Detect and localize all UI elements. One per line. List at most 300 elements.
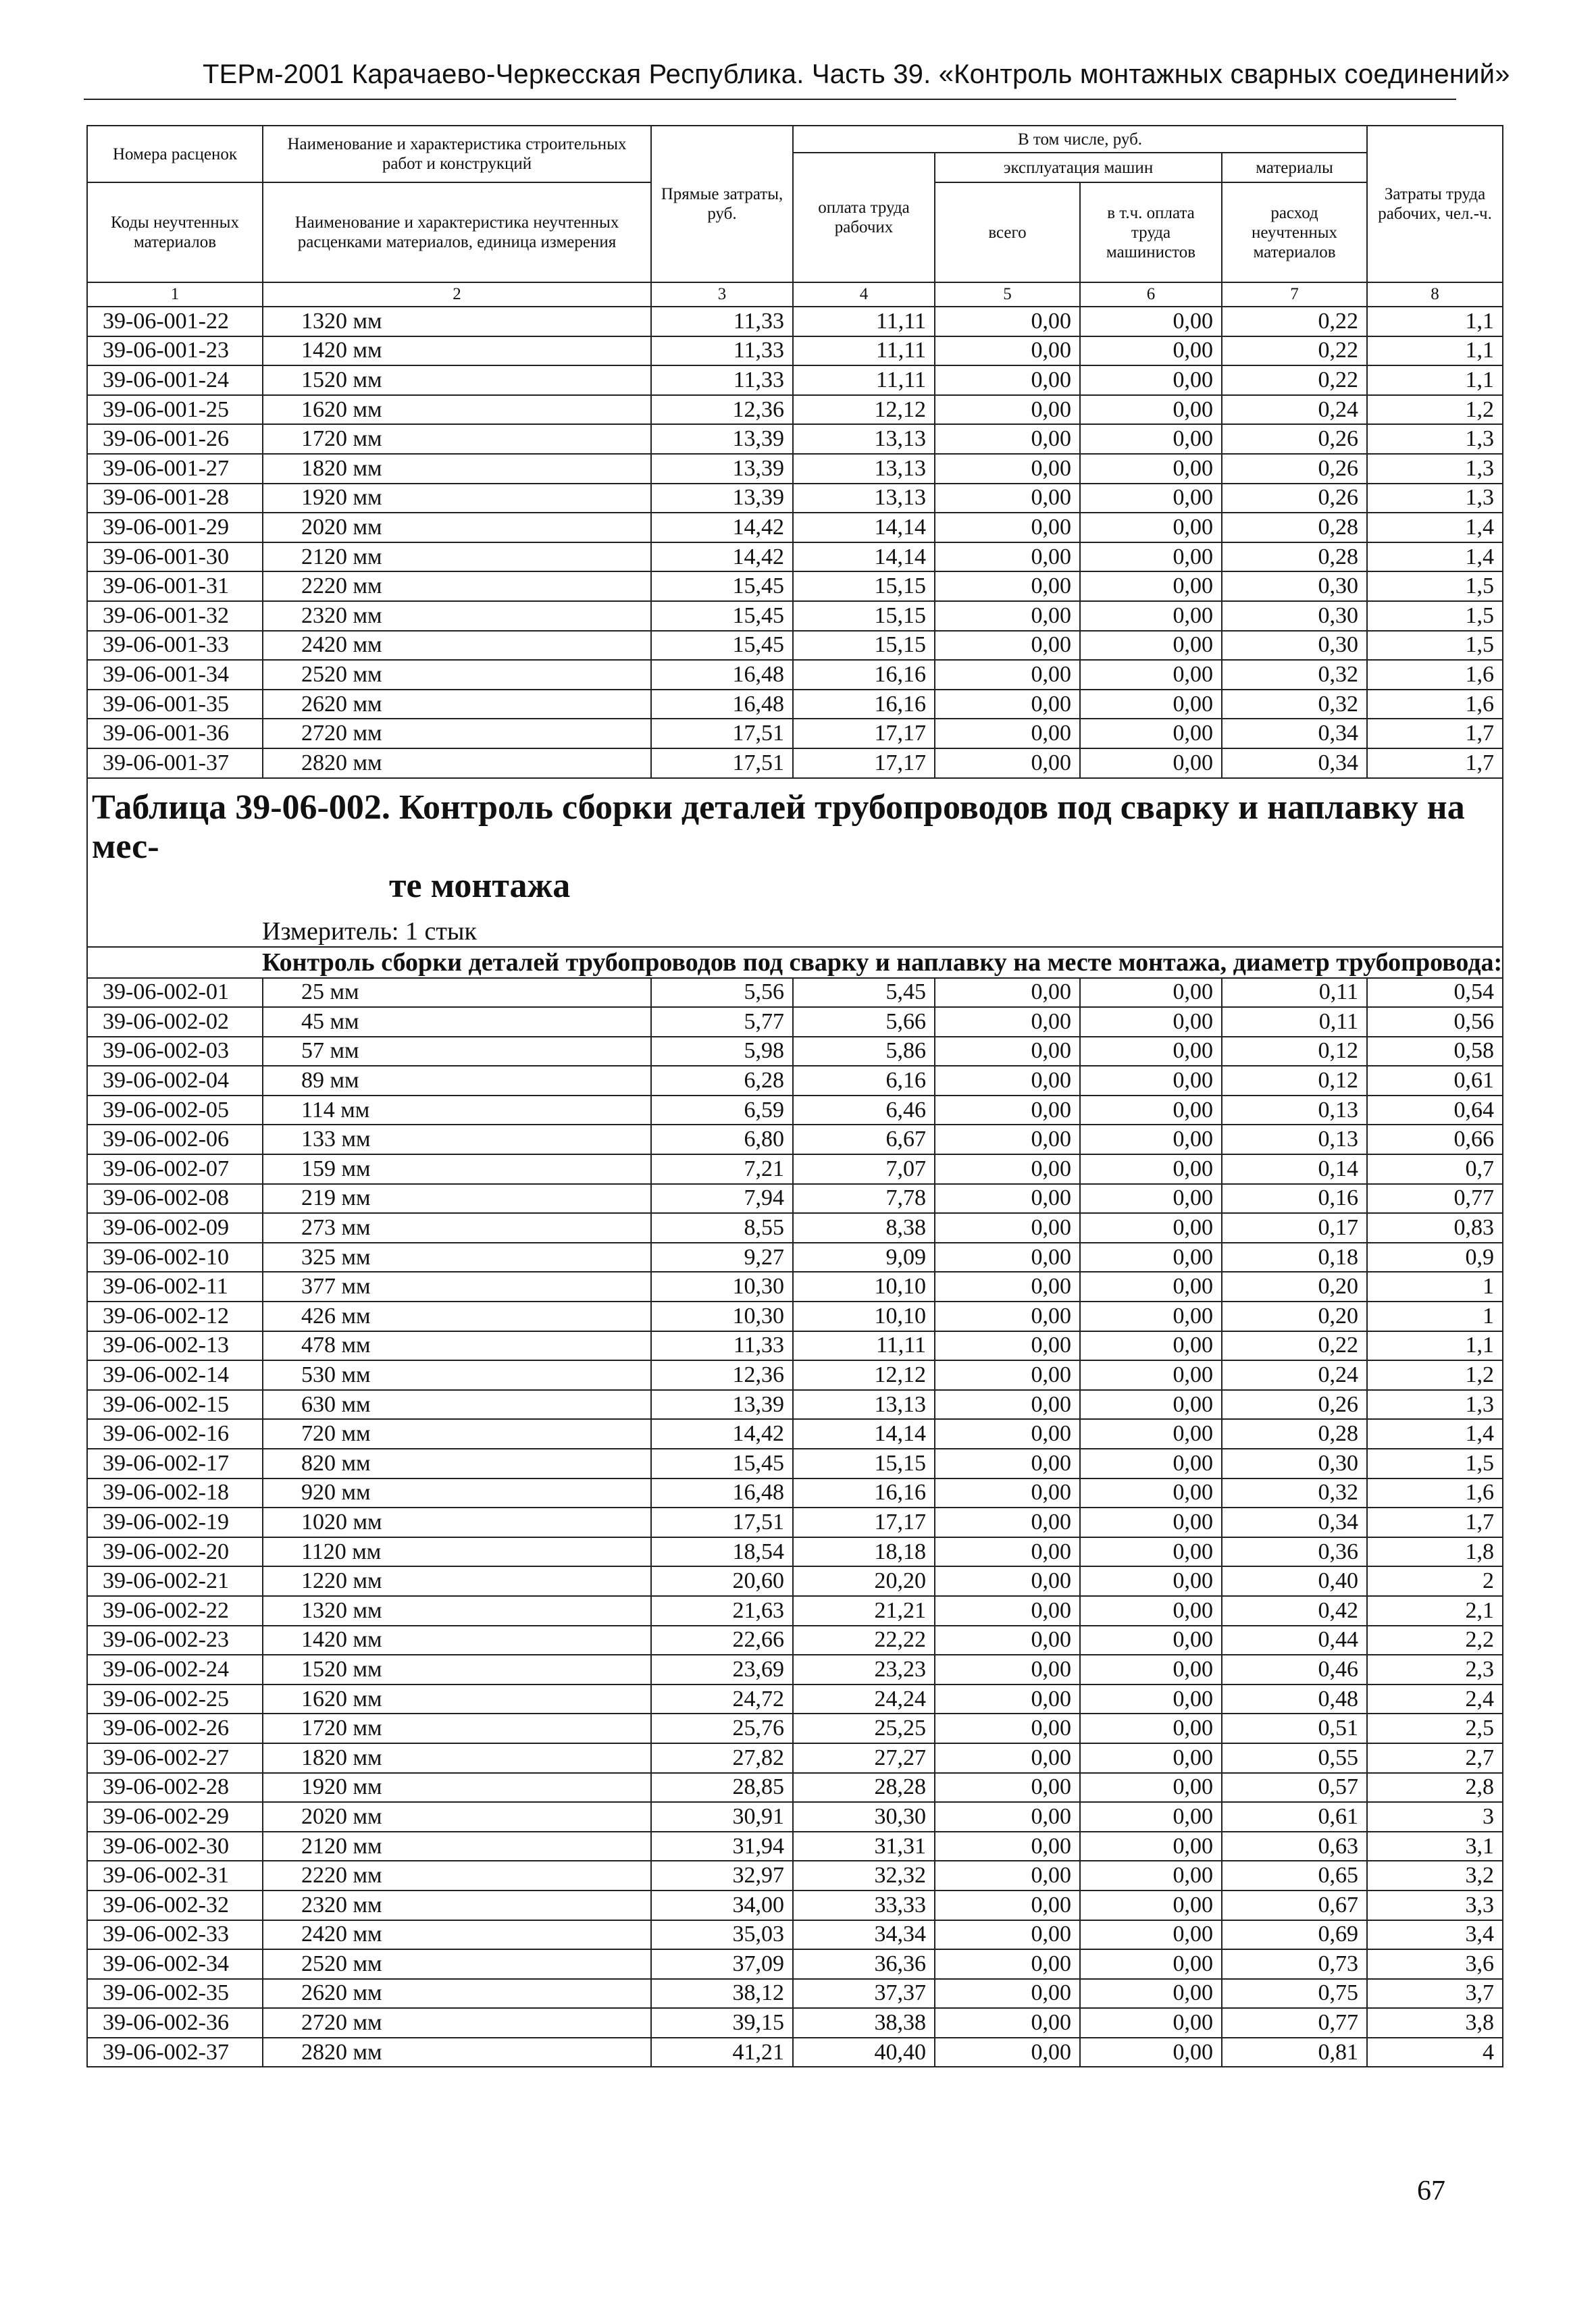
labor-costs-cell: 3,3 [1367,1891,1503,1920]
machine-total-cell: 0,00 [935,1802,1080,1832]
table-row [87,1626,1503,1655]
rate-code-cell: 39-06-002-28 [87,1773,263,1803]
machine-labor-cell: 0,00 [1080,1685,1222,1714]
materials-cell: 0,11 [1222,1007,1367,1037]
rate-code-cell: 39-06-002-24 [87,1655,263,1685]
materials-cell: 0,55 [1222,1743,1367,1773]
rate-code-cell: 39-06-002-15 [87,1390,263,1420]
direct-costs-cell: 7,21 [651,1154,793,1184]
materials-cell: 0,34 [1222,1508,1367,1537]
rate-code-cell: 39-06-002-19 [87,1508,263,1537]
column-number: 3 [651,282,793,307]
labor-pay-cell: 40,40 [793,2038,935,2067]
machine-labor-cell: 0,00 [1080,1655,1222,1685]
labor-costs-cell: 3 [1367,1802,1503,1832]
page-number: 67 [1417,2176,1445,2207]
machine-total-cell: 0,00 [935,1596,1080,1626]
materials-cell: 0,73 [1222,1949,1367,1979]
rate-code-cell: 39-06-002-05 [87,1096,263,1125]
materials-cell: 0,13 [1222,1096,1367,1125]
machine-total-cell: 0,00 [935,365,1080,395]
header-materials: материалы [1222,153,1367,182]
materials-cell: 0,32 [1222,660,1367,690]
labor-pay-cell: 10,10 [793,1272,935,1302]
machine-total-cell: 0,00 [935,1655,1080,1685]
rate-code-cell: 39-06-002-23 [87,1626,263,1655]
diameter-cell: 426 мм [263,1302,651,1331]
machine-labor-cell: 0,00 [1080,1596,1222,1626]
machine-labor-cell: 0,00 [1080,1184,1222,1214]
direct-costs-cell: 41,21 [651,2038,793,2067]
machine-labor-cell: 0,00 [1080,1861,1222,1891]
table-row [87,1302,1503,1331]
rate-code-cell: 39-06-002-07 [87,1154,263,1184]
diameter-cell: 2120 мм [263,1832,651,1861]
diameter-cell: 219 мм [263,1184,651,1214]
direct-costs-cell: 5,98 [651,1037,793,1066]
rate-code-cell: 39-06-002-34 [87,1949,263,1979]
table-row [87,690,1503,719]
labor-pay-cell: 34,34 [793,1920,935,1950]
materials-cell: 0,28 [1222,542,1367,572]
labor-pay-cell: 36,36 [793,1949,935,1979]
table-row [87,631,1503,661]
labor-costs-cell: 0,56 [1367,1007,1503,1037]
diameter-cell: 2520 мм [263,660,651,690]
diameter-cell: 1520 мм [263,1655,651,1685]
labor-costs-cell: 1,6 [1367,690,1503,719]
materials-cell: 0,81 [1222,2038,1367,2067]
direct-costs-cell: 13,39 [651,1390,793,1420]
machine-total-cell: 0,00 [935,1184,1080,1214]
diameter-cell: 2520 мм [263,1949,651,1979]
machine-labor-cell: 0,00 [1080,1508,1222,1537]
rate-code-cell: 39-06-002-35 [87,1979,263,2009]
labor-costs-cell: 1,2 [1367,1360,1503,1390]
rate-code-cell: 39-06-002-06 [87,1125,263,1154]
labor-costs-cell: 2,5 [1367,1714,1503,1743]
rate-code-cell: 39-06-002-22 [87,1596,263,1626]
rate-code-cell: 39-06-001-24 [87,365,263,395]
diameter-cell: 630 мм [263,1390,651,1420]
materials-cell: 0,22 [1222,1331,1367,1361]
table-row [87,1096,1503,1125]
diameter-cell: 1620 мм [263,395,651,425]
materials-cell: 0,22 [1222,365,1367,395]
machine-total-cell: 0,00 [935,1861,1080,1891]
direct-costs-cell: 25,76 [651,1714,793,1743]
machine-labor-cell: 0,00 [1080,1007,1222,1037]
machine-labor-cell: 0,00 [1080,690,1222,719]
table-row [87,395,1503,425]
labor-costs-cell: 3,8 [1367,2008,1503,2038]
table-row [87,660,1503,690]
machine-total-cell: 0,00 [935,1979,1080,2009]
materials-cell: 0,12 [1222,1066,1367,1096]
direct-costs-cell: 7,94 [651,1184,793,1214]
rate-code-cell: 39-06-002-31 [87,1861,263,1891]
labor-pay-cell: 12,12 [793,395,935,425]
machine-labor-cell: 0,00 [1080,513,1222,542]
header-machine-operation: эксплуатация машин [935,153,1222,182]
diameter-cell: 2020 мм [263,513,651,542]
labor-pay-cell: 28,28 [793,1773,935,1803]
machine-total-cell: 0,00 [935,1007,1080,1037]
diameter-cell: 2120 мм [263,542,651,572]
table-row [87,1449,1503,1479]
materials-cell: 0,26 [1222,454,1367,484]
labor-pay-cell: 27,27 [793,1743,935,1773]
materials-cell: 0,14 [1222,1154,1367,1184]
materials-cell: 0,69 [1222,1920,1367,1950]
labor-costs-cell: 3,1 [1367,1832,1503,1861]
labor-pay-cell: 13,13 [793,484,935,513]
table-row [87,1154,1503,1184]
labor-costs-cell: 1,3 [1367,1390,1503,1420]
labor-costs-cell: 0,58 [1367,1037,1503,1066]
labor-costs-cell: 0,83 [1367,1213,1503,1243]
labor-pay-cell: 7,78 [793,1184,935,1214]
materials-cell: 0,51 [1222,1714,1367,1743]
direct-costs-cell: 16,48 [651,660,793,690]
labor-costs-cell: 0,54 [1367,978,1503,1008]
rate-code-cell: 39-06-002-20 [87,1537,263,1567]
table-row [87,1184,1503,1214]
header-rule [84,99,1456,100]
direct-costs-cell: 6,80 [651,1125,793,1154]
labor-pay-cell: 5,45 [793,978,935,1008]
direct-costs-cell: 13,39 [651,424,793,454]
machine-labor-cell: 0,00 [1080,1066,1222,1096]
table-row [87,307,1503,336]
machine-labor-cell: 0,00 [1080,1243,1222,1272]
direct-costs-cell: 24,72 [651,1685,793,1714]
header-machine-labor: в т.ч. оплата труда машинистов [1080,182,1222,282]
column-number: 5 [935,282,1080,307]
machine-labor-cell: 0,00 [1080,365,1222,395]
materials-cell: 0,24 [1222,1360,1367,1390]
machine-labor-cell: 0,00 [1080,1449,1222,1479]
diameter-cell: 1720 мм [263,1714,651,1743]
direct-costs-cell: 35,03 [651,1920,793,1950]
direct-costs-cell: 17,51 [651,748,793,778]
direct-costs-cell: 11,33 [651,336,793,366]
materials-cell: 0,26 [1222,484,1367,513]
diameter-cell: 1220 мм [263,1566,651,1596]
diameter-cell: 1920 мм [263,1773,651,1803]
machine-total-cell: 0,00 [935,1537,1080,1567]
machine-total-cell: 0,00 [935,336,1080,366]
rate-code-cell: 39-06-002-21 [87,1566,263,1596]
labor-pay-cell: 25,25 [793,1714,935,1743]
header-labor-costs: Затраты труда рабочих, чел.-ч. [1367,126,1503,282]
direct-costs-cell: 28,85 [651,1773,793,1803]
rate-code-cell: 39-06-001-34 [87,660,263,690]
labor-costs-cell: 0,77 [1367,1184,1503,1214]
table-row [87,2008,1503,2038]
machine-labor-cell: 0,00 [1080,1302,1222,1331]
diameter-cell: 1720 мм [263,424,651,454]
materials-cell: 0,42 [1222,1596,1367,1626]
direct-costs-cell: 15,45 [651,571,793,601]
machine-total-cell: 0,00 [935,424,1080,454]
materials-cell: 0,20 [1222,1272,1367,1302]
table-row [87,1773,1503,1803]
labor-costs-cell: 0,66 [1367,1125,1503,1154]
diameter-cell: 1920 мм [263,484,651,513]
rate-code-cell: 39-06-002-25 [87,1685,263,1714]
rate-code-cell: 39-06-002-10 [87,1243,263,1272]
labor-pay-cell: 24,24 [793,1685,935,1714]
materials-cell: 0,61 [1222,1802,1367,1832]
machine-total-cell: 0,00 [935,660,1080,690]
machine-total-cell: 0,00 [935,1243,1080,1272]
diameter-cell: 530 мм [263,1360,651,1390]
labor-costs-cell: 3,2 [1367,1861,1503,1891]
machine-total-cell: 0,00 [935,1066,1080,1096]
labor-costs-cell: 1,1 [1367,1331,1503,1361]
direct-costs-cell: 6,59 [651,1096,793,1125]
rate-code-cell: 39-06-001-29 [87,513,263,542]
labor-costs-cell: 2 [1367,1566,1503,1596]
machine-total-cell: 0,00 [935,1508,1080,1537]
labor-pay-cell: 17,17 [793,1508,935,1537]
materials-cell: 0,30 [1222,631,1367,661]
direct-costs-cell: 18,54 [651,1537,793,1567]
labor-costs-cell: 2,3 [1367,1655,1503,1685]
column-number: 8 [1367,282,1503,307]
rate-code-cell: 39-06-002-09 [87,1213,263,1243]
table-title-row [87,778,1503,911]
direct-costs-cell: 6,28 [651,1066,793,1096]
labor-pay-cell: 6,67 [793,1125,935,1154]
diameter-cell: 377 мм [263,1272,651,1302]
diameter-cell: 2320 мм [263,601,651,631]
table-row [87,1566,1503,1596]
table-row [87,1213,1503,1243]
labor-costs-cell: 1,6 [1367,660,1503,690]
diameter-cell: 1820 мм [263,1743,651,1773]
labor-pay-cell: 8,38 [793,1213,935,1243]
machine-total-cell: 0,00 [935,395,1080,425]
labor-costs-cell: 1,7 [1367,719,1503,748]
machine-labor-cell: 0,00 [1080,542,1222,572]
diameter-cell: 478 мм [263,1331,651,1361]
labor-costs-cell: 1 [1367,1272,1503,1302]
labor-costs-cell: 0,61 [1367,1066,1503,1096]
machine-labor-cell: 0,00 [1080,1360,1222,1390]
materials-cell: 0,65 [1222,1861,1367,1891]
direct-costs-cell: 16,48 [651,690,793,719]
labor-pay-cell: 30,30 [793,1802,935,1832]
column-number: 7 [1222,282,1367,307]
machine-total-cell: 0,00 [935,1743,1080,1773]
machine-labor-cell: 0,00 [1080,601,1222,631]
labor-pay-cell: 23,23 [793,1655,935,1685]
machine-labor-cell: 0,00 [1080,1949,1222,1979]
labor-pay-cell: 11,11 [793,1331,935,1361]
labor-pay-cell: 31,31 [793,1832,935,1861]
materials-cell: 0,34 [1222,748,1367,778]
table-row [87,1419,1503,1449]
machine-labor-cell: 0,00 [1080,1037,1222,1066]
labor-costs-cell: 3,7 [1367,1979,1503,2009]
table-row [87,571,1503,601]
diameter-cell: 2820 мм [263,748,651,778]
rate-code-cell: 39-06-001-26 [87,424,263,454]
machine-labor-cell: 0,00 [1080,1154,1222,1184]
machine-labor-cell: 0,00 [1080,307,1222,336]
machine-labor-cell: 0,00 [1080,484,1222,513]
table-title-line2: те монтажа [389,866,571,905]
rate-code-cell: 39-06-002-14 [87,1360,263,1390]
direct-costs-cell: 14,42 [651,1419,793,1449]
labor-pay-cell: 15,15 [793,631,935,661]
materials-cell: 0,32 [1222,690,1367,719]
table-row [87,1331,1503,1361]
machine-total-cell: 0,00 [935,484,1080,513]
diameter-cell: 2620 мм [263,1979,651,2009]
rate-code-cell: 39-06-001-30 [87,542,263,572]
labor-costs-cell: 2,2 [1367,1626,1503,1655]
direct-costs-cell: 16,48 [651,1479,793,1508]
direct-costs-cell: 31,94 [651,1832,793,1861]
labor-pay-cell: 15,15 [793,601,935,631]
column-number: 1 [87,282,263,307]
machine-labor-cell: 0,00 [1080,1891,1222,1920]
machine-labor-cell: 0,00 [1080,1096,1222,1125]
labor-costs-cell: 2,7 [1367,1743,1503,1773]
machine-labor-cell: 0,00 [1080,1331,1222,1361]
table-title [87,778,1503,911]
table-row [87,336,1503,366]
diameter-cell: 2620 мм [263,690,651,719]
labor-costs-cell: 4 [1367,2038,1503,2067]
direct-costs-cell: 38,12 [651,1979,793,2009]
labor-pay-cell: 18,18 [793,1537,935,1567]
machine-labor-cell: 0,00 [1080,2008,1222,2038]
table-row [87,1479,1503,1508]
machine-total-cell: 0,00 [935,1419,1080,1449]
column-numbers-row [87,282,1503,307]
labor-costs-cell: 1,5 [1367,571,1503,601]
header-material-name: Наименование и характеристика неучтенных расценками материалов, единица измерения [263,182,651,282]
machine-total-cell: 0,00 [935,1096,1080,1125]
labor-pay-cell: 22,22 [793,1626,935,1655]
machine-labor-cell: 0,00 [1080,1272,1222,1302]
table-row [87,1066,1503,1096]
labor-costs-cell: 0,9 [1367,1243,1503,1272]
materials-cell: 0,36 [1222,1537,1367,1567]
page-header: ТЕРм-2001 Карачаево-Черкесская Республика. Часть 39. «Контроль монтажных сварных соединений» [203,59,1510,89]
labor-pay-cell: 13,13 [793,424,935,454]
rate-code-cell: 39-06-002-12 [87,1302,263,1331]
direct-costs-cell: 23,69 [651,1655,793,1685]
subsection-row [87,947,1503,978]
labor-pay-cell: 6,16 [793,1066,935,1096]
materials-cell: 0,46 [1222,1655,1367,1685]
direct-costs-cell: 14,42 [651,542,793,572]
diameter-cell: 114 мм [263,1096,651,1125]
table-row [87,1979,1503,2009]
rate-code-cell: 39-06-002-01 [87,978,263,1008]
table-row [87,454,1503,484]
table-row [87,1037,1503,1066]
materials-cell: 0,32 [1222,1479,1367,1508]
labor-costs-cell: 1,5 [1367,631,1503,661]
rate-code-cell: 39-06-001-23 [87,336,263,366]
labor-costs-cell: 0,7 [1367,1154,1503,1184]
table-row [87,513,1503,542]
table-row [87,1920,1503,1950]
labor-pay-cell: 12,12 [793,1360,935,1390]
direct-costs-cell: 11,33 [651,307,793,336]
diameter-cell: 57 мм [263,1037,651,1066]
table-row [87,1685,1503,1714]
machine-labor-cell: 0,00 [1080,1773,1222,1803]
rate-code-cell: 39-06-002-36 [87,2008,263,2038]
machine-labor-cell: 0,00 [1080,2038,1222,2067]
table-row [87,1802,1503,1832]
rate-code-cell: 39-06-001-36 [87,719,263,748]
machine-total-cell: 0,00 [935,1949,1080,1979]
table-row [87,365,1503,395]
machine-total-cell: 0,00 [935,1566,1080,1596]
materials-cell: 0,28 [1222,513,1367,542]
labor-costs-cell: 1,3 [1367,454,1503,484]
labor-pay-cell: 6,46 [793,1096,935,1125]
rate-code-cell: 39-06-002-17 [87,1449,263,1479]
table-row [87,1861,1503,1891]
direct-costs-cell: 5,56 [651,978,793,1008]
machine-total-cell: 0,00 [935,1479,1080,1508]
machine-labor-cell: 0,00 [1080,1537,1222,1567]
labor-costs-cell: 1,2 [1367,395,1503,425]
table-row [87,1537,1503,1567]
direct-costs-cell: 15,45 [651,1449,793,1479]
materials-cell: 0,13 [1222,1125,1367,1154]
machine-labor-cell: 0,00 [1080,395,1222,425]
diameter-cell: 1520 мм [263,365,651,395]
table-row [87,978,1503,1008]
rate-code-cell: 39-06-001-28 [87,484,263,513]
direct-costs-cell: 27,82 [651,1743,793,1773]
diameter-cell: 45 мм [263,1007,651,1037]
diameter-cell: 2020 мм [263,1802,651,1832]
table-row [87,1360,1503,1390]
machine-total-cell: 0,00 [935,571,1080,601]
table-row [87,424,1503,454]
machine-labor-cell: 0,00 [1080,719,1222,748]
labor-costs-cell: 1,7 [1367,748,1503,778]
rate-code-cell: 39-06-001-32 [87,601,263,631]
labor-costs-cell: 1,3 [1367,424,1503,454]
labor-pay-cell: 17,17 [793,719,935,748]
machine-total-cell: 0,00 [935,748,1080,778]
machine-total-cell: 0,00 [935,1154,1080,1184]
labor-pay-cell: 14,14 [793,513,935,542]
machine-total-cell: 0,00 [935,1125,1080,1154]
labor-pay-cell: 16,16 [793,690,935,719]
labor-pay-cell: 5,86 [793,1037,935,1066]
rate-code-cell: 39-06-002-30 [87,1832,263,1861]
header-labor-pay: оплата труда рабочих [793,153,935,282]
materials-cell: 0,22 [1222,307,1367,336]
machine-total-cell: 0,00 [935,1773,1080,1803]
direct-costs-cell: 39,15 [651,2008,793,2038]
materials-cell: 0,30 [1222,601,1367,631]
diameter-cell: 273 мм [263,1213,651,1243]
